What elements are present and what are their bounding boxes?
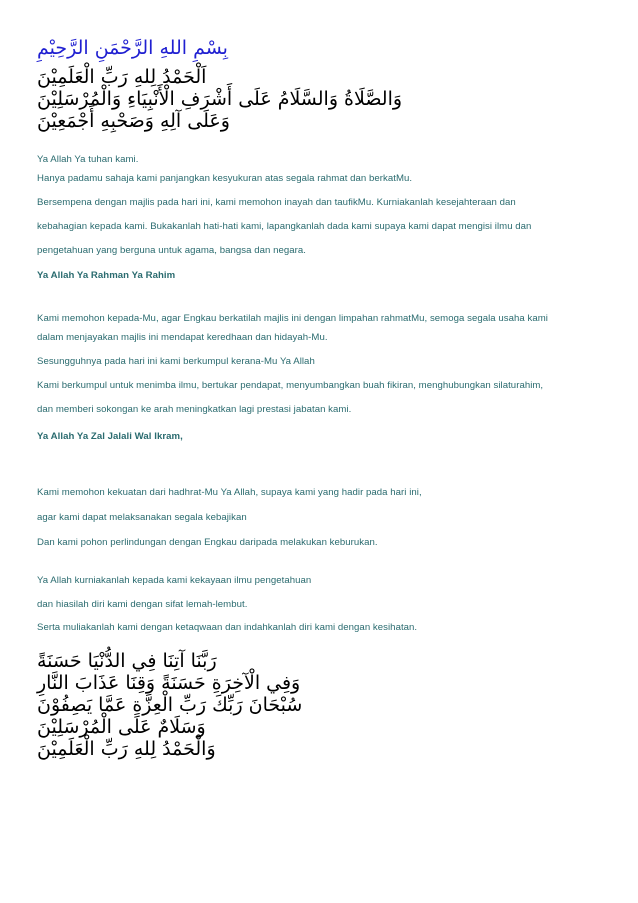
opening-dua-line: وَعَلَى آلِهِ وَصَحْبِهِ أَجْمَعِيْنَ — [37, 110, 230, 132]
paragraph: Ya Allah kurniakanlah kepada kami kekayaan ilmu pengetahuan — [37, 575, 312, 586]
opening-dua — [37, 66, 402, 132]
closing-dua-line: سُبْحَانَ رَبِّكَ رَبِّ الْعِزَّةِ عَمَّا يَصِفُوْنَ — [37, 694, 303, 716]
paragraph: kebahagian kepada kami. Bukakanlah hati-hati kami, lapangkanlah dada kami supaya kami dapat mengisi ilmu dan — [37, 221, 532, 232]
closing-dua — [37, 650, 302, 760]
paragraph: agar kami dapat melaksanakan segala kebajikan — [37, 512, 247, 523]
section-heading: Ya Allah Ya Rahman Ya Rahim — [37, 270, 176, 281]
paragraph: dan memberi sokongan ke arah meningkatkan lagi prestasi jabatan kami. — [37, 404, 352, 415]
section-rahman-rahim — [37, 266, 577, 285]
paragraph: Kami memohon kepada-Mu, agar Engkau berkatilah majlis ini dengan limpahan rahmatMu, semoga segala usaha kami — [37, 313, 548, 324]
basmala: بِسْمِ اللهِ الرَّحْمَنِ الرَّحِيْمِ — [37, 37, 228, 59]
paragraph: Ya Allah Ya tuhan kami. — [37, 154, 139, 165]
opening-dua-line: وَالصَّلَاةُ وَالسَّلَامُ عَلَى أَشْرَفِ الْأَنْبِيَاءِ وَالْمُرْسَلِيْنَ — [37, 88, 403, 110]
closing-dua-line: وَالْحَمْدُ لِلهِ رَبِّ الْعَلَمِيْنَ — [37, 738, 216, 760]
closing-dua-line: وَفِي الْآخِرَةِ حَسَنَةً وَقِنَا عَذَابَ النَّارِ — [37, 672, 301, 694]
section-zal-jalali — [37, 427, 577, 446]
paragraph: Kami berkumpul untuk menimba ilmu, bertukar pendapat, menyumbangkan buah fikiran, menghubungkan silaturahim, — [37, 380, 544, 391]
paragraph: pengetahuan yang berguna untuk agama, bangsa dan negara. — [37, 245, 306, 256]
paragraph: dalam menjayakan majlis ini mendapat keredhaan dan hidayah-Mu. — [37, 332, 328, 343]
section-ilmu — [37, 571, 577, 637]
paragraph: Serta muliakanlah kami dengan ketaqwaan dan indahkanlah diri kami dengan kesihatan. — [37, 622, 418, 633]
paragraph: Hanya padamu sahaja kami panjangkan kesyukuran atas segala rahmat dan berkatMu. — [37, 173, 413, 184]
paragraph: Bersempena dengan majlis pada hari ini, kami memohon inayah dan taufikMu. Kurniakanlah kesejahteraan dan — [37, 197, 516, 208]
paragraph: Kami memohon kekuatan dari hadhrat-Mu Ya Allah, supaya kami yang hadir pada hari ini, — [37, 487, 422, 498]
opening-dua-line: اَلْحَمْدُ لِلهِ رَبِّ الْعَلَمِيْنَ — [37, 66, 207, 88]
closing-dua-line: وَسَلَامٌ عَلَى الْمُرْسَلِيْنَ — [37, 716, 206, 738]
paragraph: dan hiasilah diri kami dengan sifat lemah-lembut. — [37, 599, 248, 610]
paragraph: Dan kami pohon perlindungan dengan Engkau daripada melakukan keburukan. — [37, 537, 378, 548]
document-page — [37, 0, 593, 903]
section-intro — [37, 150, 577, 260]
section-heading: Ya Allah Ya Zal Jalali Wal Ikram, — [37, 431, 183, 442]
section-zal-jalali-body — [37, 483, 577, 552]
section-rahman-rahim-body — [37, 309, 577, 419]
closing-dua-line: رَبَّنَا آتِنَا فِي الدُّنْيَا حَسَنَةً — [37, 650, 217, 672]
paragraph: Sesungguhnya pada hari ini kami berkumpul kerana-Mu Ya Allah — [37, 356, 315, 367]
